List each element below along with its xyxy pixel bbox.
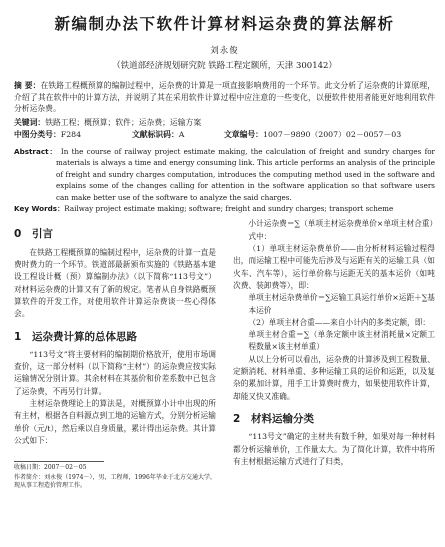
author-affiliation: （铁道部经济规划研究院 铁路工程定额所，天津 300142） [112,61,337,71]
english-abstract [14,146,435,204]
doc-code-value: A [178,129,185,139]
article-id-field [224,129,401,140]
paragraph: 在铁路工程概预算的编制过程中，运杂费的计算一直是费时费力的一个环节。铁道部最新颁布实施的《铁路基本建设工程设计概（预）算编制办法》（以下简称“113号文”）对材料运杂费的计算又有了新的规定。笔者从自身铁路概预算软件的开发工作，对使用软件计算运杂费谈一些心得体会。 [14,247,216,319]
chinese-abstract [14,80,435,115]
doc-code-label: 文献标识码： [132,129,179,139]
clc-field [14,129,132,140]
chinese-keywords [14,117,435,128]
section-number: 0 [14,228,22,241]
footnote-author-bio: 作者简介：刘永俊（1974－），男，工程师，1996年毕业于北方交通大学，现从事工程造价管理工作。 [14,474,216,490]
section-number: 1 [14,330,22,343]
paragraph: “113号文”确定的主材共有数千种，如果对每一种材料都分析运输单价，工作量太大。为了简化计算，软件中将所有主材根据运输方式进行了归类， [233,432,435,466]
article-id-value: 1007－9890（2007）02－0057－03 [262,129,402,139]
abstract-label: 摘 要： [14,81,41,90]
footnote-rule [14,461,104,462]
section-heading-approach [14,331,216,343]
section-title: 材料运输分类 [251,412,314,425]
author-name: 刘永俊 [210,46,239,56]
article-title: 新编制办法下软件计算材料运杂费的算法解析 [54,15,395,33]
section-heading-classification [233,413,435,425]
paragraph: 从以上分析可以看出，运杂费的计算涉及到工程数量、定额消耗、材料单重、多种运输工具的运价和运距，以及复杂的累加计算，用手工计算费时费力，如果使用软件计算，却能又快又准确。 [233,354,435,401]
paragraph: “113号文”将主要材料的编制期价格放开，使用市场调查价，这一部分材料（以下简称“主材”）的运杂费应按实际运输情况分别计算。其余材料在其基价和价差系数中已包含了运杂费，不再另行计算。 [14,349,216,396]
formula-subtotal: 小计运杂费＝∑（单项主材运杂费单价×单项主材合重） [248,219,438,229]
paragraph: （1）单项主材运杂费单价——由分析材料运输过程得出，而运输工程中可能先后涉及与运距有关的运输工具（如火车、汽车等），运行单价称与运距无关的基本运价（如吨次费、装卸费等），即： [233,244,435,290]
english-abstract-text: In the course of railway project estimate making, the calculation of freight and sundry charges for materials is always a time and energy consuming link. This article performs an analysis of the principle of freight and sundry charges computation, introduces the computing method used in the software and explains some of the changes calling for attention in the software application so that software users can make better use of the software to analyze the said charges. [56,146,435,202]
section-title: 运杂费计算的总体思路 [32,330,137,343]
english-keywords-label: Key Words： [14,204,65,214]
abstract-text: 在铁路工程概预算的编制过程中，运杂费的计算是一项直接影响费用的一个环节。此文分析了运杂费的计算原理，介绍了其在软件中的计算方法，并说明了其在采用软件计算过程中应注意的一些变化，以便软件使用者能更好地利用软件分析运杂费。 [14,81,436,113]
section-number: 2 [233,412,241,425]
english-abstract-label: Abstract： [14,146,58,156]
english-keywords [14,204,435,214]
footnote-received: 收稿日期：2007－02－05 [14,464,87,472]
paragraph: 主材运杂费理论上的算法是，对概预算小计中出现的所有主材，根据各自料源点到工地的运输方式，分别分析运输单价（元/t），然后乘以自身质量，累计得出运杂费。其计算公式如下： [14,399,216,445]
formula-note: 式中： [248,231,272,241]
body-columns [14,218,438,490]
paragraph: （2）单项主材合重——来自小计内的多类定额，即： [248,317,431,327]
formula-total-weight: 单项主材合重＝∑（单条定额中该主材消耗量×定额工程数量×该主材单重） [248,330,435,352]
doc-code-field [132,129,224,140]
english-keywords-text: Railway project estimate making; software; freight and sundry charges; transport scheme [64,204,394,214]
section-heading-intro [14,228,216,240]
english-abstract-body [14,146,435,204]
clc-value: F284 [60,129,82,139]
keywords-label: 关键词： [14,117,46,127]
clc-label: 中图分类号： [14,129,61,139]
article-id-label: 文章编号： [224,129,263,139]
formula-unit-price: 单项主材运杂费单价＝∑运输工具运行单价×运距＋∑基本运价 [248,293,435,315]
classification-line [14,129,435,140]
keywords-text: 铁路工程；概预算；软件；运杂费；运输方案 [45,117,202,127]
right-column [233,218,438,490]
left-column [14,218,216,490]
section-title: 引言 [32,228,53,241]
